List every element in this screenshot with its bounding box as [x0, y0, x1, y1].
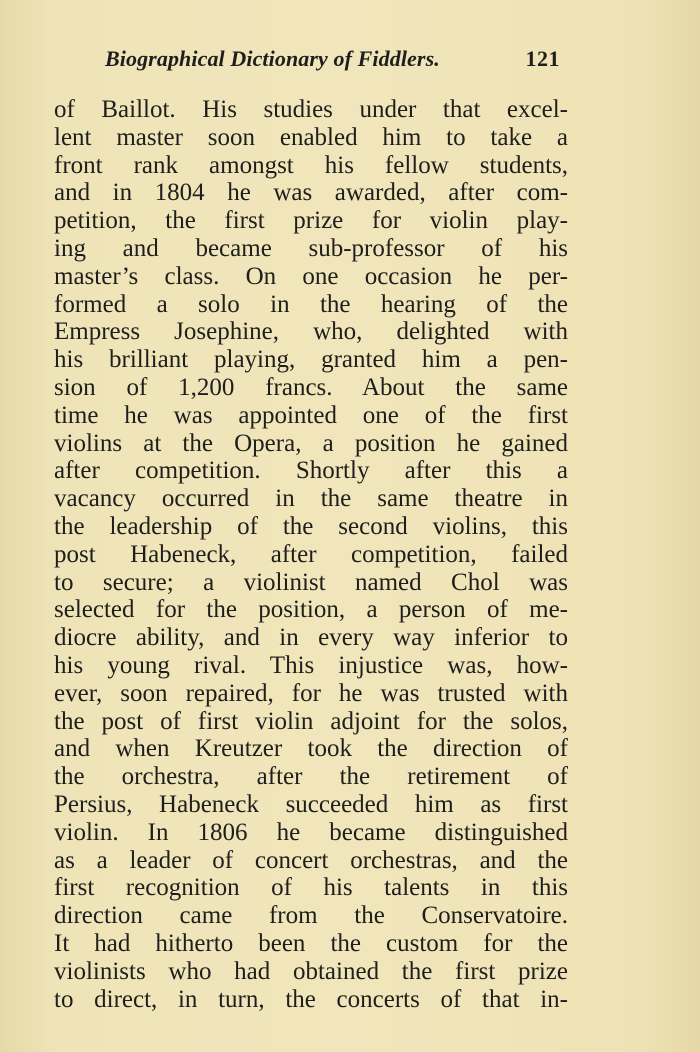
text-line: selected for the position, a person of me- — [54, 596, 568, 624]
text-line: sion of 1,200 francs. About the same — [54, 373, 568, 401]
text-line: Persius, Habeneck succeeded him as first — [54, 790, 568, 818]
text-line: ing and became sub-professor of his — [54, 234, 568, 262]
text-line: to secure; a violinist named Chol was — [54, 568, 568, 596]
text-line: lent master soon enabled him to take a — [54, 123, 568, 151]
text-line: formed a solo in the hearing of the — [54, 290, 568, 318]
text-line: as a leader of concert orchestras, and the — [54, 846, 568, 874]
text-line: to direct, in turn, the concerts of that in- — [54, 985, 568, 1013]
text-line: the leadership of the second violins, this — [54, 512, 568, 540]
text-line: petition, the first prize for violin play- — [54, 207, 568, 235]
text-line: of Baillot. His studies under that excel- — [54, 96, 568, 123]
text-line: time he was appointed one of the first — [54, 401, 568, 429]
text-line: first recognition of his talents in this — [54, 874, 568, 902]
text-line: violins at the Opera, a position he gained — [54, 429, 568, 457]
text-line: violin. In 1806 he became distinguished — [54, 818, 568, 846]
text-line: and in 1804 he was awarded, after com- — [54, 179, 568, 207]
text-line: his brilliant playing, granted him a pen- — [54, 346, 568, 374]
text-line: his young rival. This injustice was, how- — [54, 651, 568, 679]
text-line: diocre ability, and in every way inferior to — [54, 624, 568, 652]
text-line: Empress Josephine, who, delighted with — [54, 318, 568, 346]
text-line: front rank amongst his fellow students, — [54, 151, 568, 179]
text-line: the orchestra, after the retirement of — [54, 763, 568, 791]
body-text — [54, 96, 568, 1013]
text-line: master’s class. On one occasion he per- — [54, 262, 568, 290]
text-line: direction came from the Conservatoire. — [54, 902, 568, 930]
text-line: and when Kreutzer took the direction of — [54, 735, 568, 763]
text-line: violinists who had obtained the first prize — [54, 957, 568, 985]
text-line: post Habeneck, after competition, failed — [54, 540, 568, 568]
text-line: ever, soon repaired, for he was trusted with — [54, 679, 568, 707]
text-line: the post of first violin adjoint for the solos, — [54, 707, 568, 735]
running-head — [105, 44, 560, 74]
page-number: 121 — [525, 46, 560, 71]
running-title: Biographical Dictionary of Fiddlers. — [105, 46, 440, 71]
text-line: It had hitherto been the custom for the — [54, 929, 568, 957]
text-line: vacancy occurred in the same theatre in — [54, 485, 568, 513]
text-line: after competition. Shortly after this a — [54, 457, 568, 485]
